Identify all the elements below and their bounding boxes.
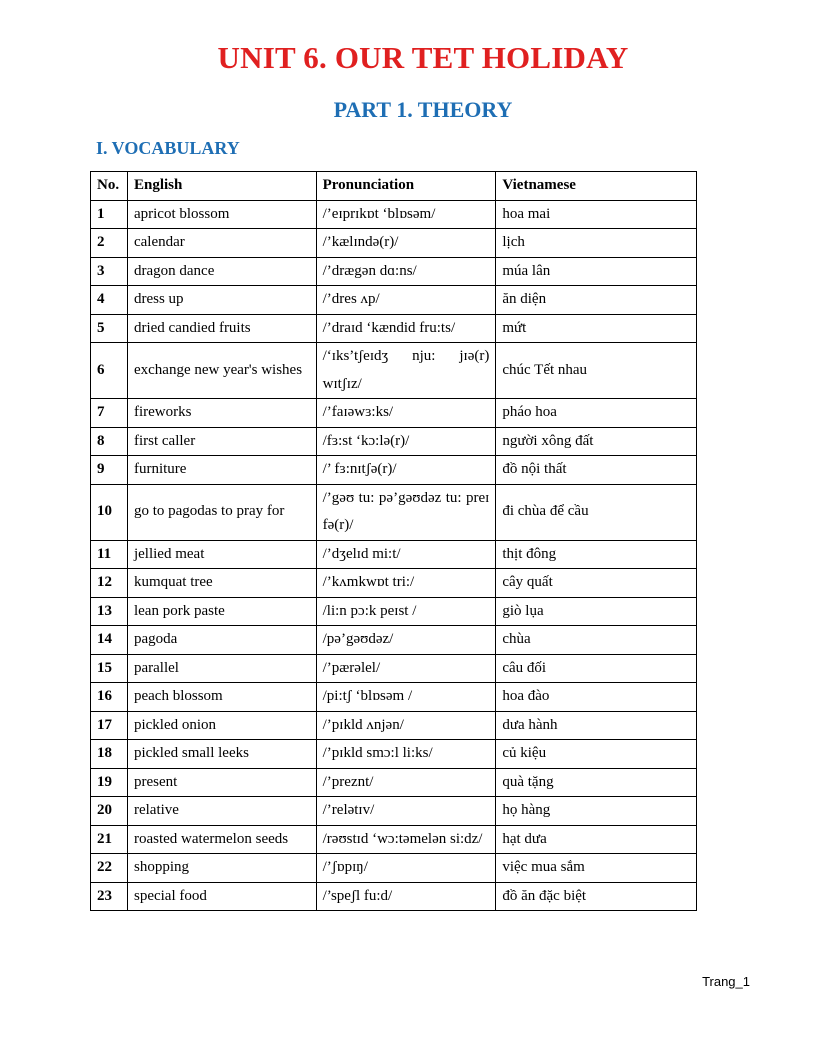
cell-english: calendar bbox=[127, 229, 316, 258]
cell-vietnamese: cây quất bbox=[496, 569, 697, 598]
cell-pronunciation: /’preznt/ bbox=[316, 768, 496, 797]
column-header-no: No. bbox=[91, 172, 128, 201]
cell-no: 18 bbox=[91, 740, 128, 769]
cell-no: 9 bbox=[91, 456, 128, 485]
table-row bbox=[91, 456, 697, 485]
table-row bbox=[91, 740, 697, 769]
cell-vietnamese: người xông đất bbox=[496, 427, 697, 456]
cell-english: apricot blossom bbox=[127, 200, 316, 229]
cell-vietnamese: quà tặng bbox=[496, 768, 697, 797]
cell-vietnamese: ăn diện bbox=[496, 286, 697, 315]
table-header-row bbox=[91, 172, 697, 201]
cell-english: lean pork paste bbox=[127, 597, 316, 626]
table-row bbox=[91, 257, 697, 286]
cell-no: 10 bbox=[91, 484, 128, 540]
cell-vietnamese: đi chùa để cầu bbox=[496, 484, 697, 540]
cell-english: fireworks bbox=[127, 399, 316, 428]
page-number: Trang_1 bbox=[702, 974, 750, 989]
table-row bbox=[91, 540, 697, 569]
cell-no: 11 bbox=[91, 540, 128, 569]
cell-english: exchange new year's wishes bbox=[127, 343, 316, 399]
cell-pronunciation: /’kælɪndə(r)/ bbox=[316, 229, 496, 258]
cell-english: kumquat tree bbox=[127, 569, 316, 598]
cell-no: 20 bbox=[91, 797, 128, 826]
cell-pronunciation: /’dʒelɪd mi:t/ bbox=[316, 540, 496, 569]
table-row bbox=[91, 343, 697, 399]
cell-vietnamese: họ hàng bbox=[496, 797, 697, 826]
cell-vietnamese: việc mua sắm bbox=[496, 854, 697, 883]
cell-pronunciation: /fɜ:st ‘kɔ:lə(r)/ bbox=[316, 427, 496, 456]
cell-english: pagoda bbox=[127, 626, 316, 655]
table-row bbox=[91, 768, 697, 797]
table-row bbox=[91, 229, 697, 258]
cell-pronunciation: /’speʃl fu:d/ bbox=[316, 882, 496, 911]
cell-no: 6 bbox=[91, 343, 128, 399]
cell-no: 23 bbox=[91, 882, 128, 911]
cell-english: roasted watermelon seeds bbox=[127, 825, 316, 854]
cell-vietnamese: chùa bbox=[496, 626, 697, 655]
cell-english: relative bbox=[127, 797, 316, 826]
table-row bbox=[91, 200, 697, 229]
cell-pronunciation: /’ʃɒpɪŋ/ bbox=[316, 854, 496, 883]
cell-pronunciation: /’ fɜ:nɪtʃə(r)/ bbox=[316, 456, 496, 485]
cell-no: 16 bbox=[91, 683, 128, 712]
cell-vietnamese: hoa mai bbox=[496, 200, 697, 229]
table-row bbox=[91, 683, 697, 712]
cell-no: 14 bbox=[91, 626, 128, 655]
cell-vietnamese: lịch bbox=[496, 229, 697, 258]
cell-vietnamese: củ kiệu bbox=[496, 740, 697, 769]
cell-english: dried candied fruits bbox=[127, 314, 316, 343]
cell-pronunciation: /’pɪkld smɔ:l li:ks/ bbox=[316, 740, 496, 769]
cell-english: first caller bbox=[127, 427, 316, 456]
cell-english: dress up bbox=[127, 286, 316, 315]
cell-vietnamese: hoa đào bbox=[496, 683, 697, 712]
cell-no: 17 bbox=[91, 711, 128, 740]
cell-pronunciation: /’relətɪv/ bbox=[316, 797, 496, 826]
cell-no: 22 bbox=[91, 854, 128, 883]
table-body bbox=[91, 200, 697, 911]
table-row bbox=[91, 654, 697, 683]
column-header-pronunciation: Pronunciation bbox=[316, 172, 496, 201]
cell-english: jellied meat bbox=[127, 540, 316, 569]
cell-no: 4 bbox=[91, 286, 128, 315]
cell-pronunciation: /pi:tʃ ‘blɒsəm / bbox=[316, 683, 496, 712]
table-row bbox=[91, 797, 697, 826]
table-row bbox=[91, 854, 697, 883]
cell-pronunciation: /’pærəlel/ bbox=[316, 654, 496, 683]
cell-english: parallel bbox=[127, 654, 316, 683]
cell-english: go to pagodas to pray for bbox=[127, 484, 316, 540]
cell-no: 21 bbox=[91, 825, 128, 854]
cell-pronunciation: /‘ɪks’tʃeɪdʒ nju: jɪə(r) wɪtʃɪz/ bbox=[316, 343, 496, 399]
cell-vietnamese: chúc Tết nhau bbox=[496, 343, 697, 399]
section-heading: I. VOCABULARY bbox=[96, 138, 240, 158]
column-header-english: English bbox=[127, 172, 316, 201]
cell-no: 19 bbox=[91, 768, 128, 797]
table-row bbox=[91, 597, 697, 626]
part-heading: PART 1. THEORY bbox=[333, 97, 513, 122]
cell-english: pickled onion bbox=[127, 711, 316, 740]
cell-no: 8 bbox=[91, 427, 128, 456]
cell-pronunciation: /pə’gəʊdəz/ bbox=[316, 626, 496, 655]
cell-english: dragon dance bbox=[127, 257, 316, 286]
table-row bbox=[91, 569, 697, 598]
table-row bbox=[91, 286, 697, 315]
table-row bbox=[91, 399, 697, 428]
vocabulary-table bbox=[90, 171, 697, 911]
cell-pronunciation: /’drægən dɑ:ns/ bbox=[316, 257, 496, 286]
cell-vietnamese: đồ ăn đặc biệt bbox=[496, 882, 697, 911]
cell-english: peach blossom bbox=[127, 683, 316, 712]
cell-pronunciation: /’gəʊ tu: pə’gəʊdəz tu: preɪ fə(r)/ bbox=[316, 484, 496, 540]
table-row bbox=[91, 711, 697, 740]
cell-english: furniture bbox=[127, 456, 316, 485]
cell-vietnamese: hạt dưa bbox=[496, 825, 697, 854]
table-row bbox=[91, 825, 697, 854]
cell-no: 2 bbox=[91, 229, 128, 258]
table-row bbox=[91, 626, 697, 655]
cell-vietnamese: giò lụa bbox=[496, 597, 697, 626]
cell-vietnamese: pháo hoa bbox=[496, 399, 697, 428]
table-row bbox=[91, 427, 697, 456]
cell-vietnamese: thịt đông bbox=[496, 540, 697, 569]
cell-pronunciation: /rəʊstɪd ‘wɔ:təmelən si:dz/ bbox=[316, 825, 496, 854]
cell-pronunciation: /’dres ʌp/ bbox=[316, 286, 496, 315]
cell-pronunciation: /’kʌmkwɒt tri:/ bbox=[316, 569, 496, 598]
cell-vietnamese: dưa hành bbox=[496, 711, 697, 740]
cell-no: 1 bbox=[91, 200, 128, 229]
cell-english: special food bbox=[127, 882, 316, 911]
table-row bbox=[91, 314, 697, 343]
cell-no: 3 bbox=[91, 257, 128, 286]
cell-english: pickled small leeks bbox=[127, 740, 316, 769]
table-row bbox=[91, 882, 697, 911]
cell-pronunciation: /li:n pɔ:k peɪst / bbox=[316, 597, 496, 626]
cell-pronunciation: /’draɪd ‘kændid fru:ts/ bbox=[316, 314, 496, 343]
column-header-vietnamese: Vietnamese bbox=[496, 172, 697, 201]
cell-vietnamese: câu đối bbox=[496, 654, 697, 683]
cell-vietnamese: mứt bbox=[496, 314, 697, 343]
cell-english: present bbox=[127, 768, 316, 797]
cell-english: shopping bbox=[127, 854, 316, 883]
cell-no: 5 bbox=[91, 314, 128, 343]
cell-pronunciation: /’pɪkld ʌnjən/ bbox=[316, 711, 496, 740]
cell-no: 12 bbox=[91, 569, 128, 598]
cell-no: 7 bbox=[91, 399, 128, 428]
cell-pronunciation: /’faɪəwɜ:ks/ bbox=[316, 399, 496, 428]
cell-vietnamese: múa lân bbox=[496, 257, 697, 286]
cell-pronunciation: /’eɪprɪkɒt ‘blɒsəm/ bbox=[316, 200, 496, 229]
cell-no: 13 bbox=[91, 597, 128, 626]
page-title: UNIT 6. OUR TET HOLIDAY bbox=[217, 40, 629, 75]
cell-no: 15 bbox=[91, 654, 128, 683]
table-row bbox=[91, 484, 697, 540]
cell-vietnamese: đồ nội thất bbox=[496, 456, 697, 485]
